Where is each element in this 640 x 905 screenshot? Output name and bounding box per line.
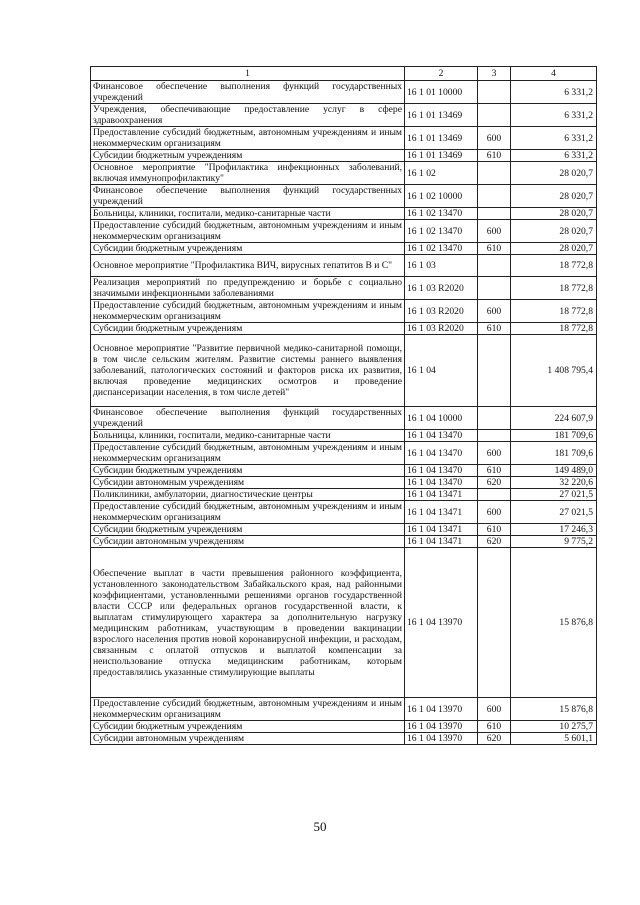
row-vr-cell [478,277,511,300]
row-vr-cell [478,104,511,127]
row-code-cell: 16 1 04 10000 [405,407,478,430]
row-name-cell: Финансовое обеспечение выполнения функций государственных учреждений [91,185,405,208]
page-number: 50 [313,819,327,834]
row-amount-cell: 181 709,6 [511,430,597,442]
row-name-cell: Субсидии бюджетным учреждениям [91,323,405,335]
row-name-cell: Обеспечение выплат в части превышения районного коэффициента, установленного законодательством Забайкальского края, над районными коэффициентами, установленными решениями органов государственной власти СССР или федеральных органов государственной власти, к выплатам стимулирующего характера за дополнительную нагрузку медицинским работникам, участвующим в проведении вакцинации взрослого населения против новой коронавирусной инфекции, и расходам, связанным с оплатой отпусков и выплатой компенсации за неиспользование отпуска медицинским работникам, которым предоставлялись указанные стимулирующие выплаты [91,548,405,698]
row-code-cell: 16 1 02 13470 [405,220,478,243]
row-vr-cell: 610 [478,323,511,335]
table-row [91,255,597,277]
table-row [91,489,597,501]
table-row [91,243,597,255]
row-amount-cell: 28 020,7 [511,162,597,185]
table-row [91,721,597,733]
table-row [91,81,597,104]
row-name-cell: Финансовое обеспечение выполнения функций государственных учреждений [91,407,405,430]
row-amount-cell: 15 876,8 [511,548,597,698]
table-row [91,104,597,127]
row-amount-cell: 6 331,2 [511,150,597,162]
budget-table [90,66,597,745]
row-amount-cell: 149 489,0 [511,465,597,477]
row-vr-cell: 600 [478,127,511,150]
row-code-cell: 16 1 04 13970 [405,698,478,721]
row-vr-cell [478,335,511,407]
table-row [91,277,597,300]
row-code-cell: 16 1 02 [405,162,478,185]
table-row [91,536,597,548]
row-code-cell: 16 1 04 13471 [405,524,478,536]
table-row [91,162,597,185]
table-row [91,501,597,524]
table-row [91,733,597,745]
row-amount-cell: 18 772,8 [511,323,597,335]
row-vr-cell [478,430,511,442]
row-code-cell: 16 1 01 13469 [405,127,478,150]
row-name-cell: Основное мероприятие "Профилактика ВИЧ, вирусных гепатитов В и С" [91,255,405,277]
row-amount-cell: 10 275,7 [511,721,597,733]
row-code-cell: 16 1 04 13470 [405,477,478,489]
row-code-cell: 16 1 02 13470 [405,208,478,220]
table-row [91,150,597,162]
row-amount-cell: 18 772,8 [511,300,597,323]
header-cell-vr: 3 [478,67,511,81]
row-code-cell: 16 1 01 13469 [405,104,478,127]
row-code-cell: 16 1 04 13471 [405,536,478,548]
row-amount-cell: 27 021,5 [511,489,597,501]
row-amount-cell: 18 772,8 [511,277,597,300]
table-row [91,185,597,208]
row-vr-cell: 620 [478,477,511,489]
row-code-cell: 16 1 04 13470 [405,465,478,477]
table-row [91,430,597,442]
header-cell-amount: 4 [511,67,597,81]
row-amount-cell: 6 331,2 [511,104,597,127]
row-vr-cell: 610 [478,150,511,162]
row-code-cell: 16 1 04 [405,335,478,407]
row-name-cell: Субсидии бюджетным учреждениям [91,524,405,536]
row-vr-cell: 620 [478,733,511,745]
row-name-cell: Субсидии автономным учреждениям [91,536,405,548]
row-code-cell: 16 1 02 13470 [405,243,478,255]
row-name-cell: Предоставление субсидий бюджетным, автономным учреждениям и иным некоммерческим организациям [91,698,405,721]
row-vr-cell: 600 [478,698,511,721]
row-vr-cell [478,162,511,185]
row-vr-cell: 610 [478,721,511,733]
row-code-cell: 16 1 01 13469 [405,150,478,162]
table-row [91,477,597,489]
table-row [91,335,597,407]
row-code-cell: 16 1 01 10000 [405,81,478,104]
table-header-row [91,67,597,81]
row-vr-cell [478,208,511,220]
row-name-cell: Больницы, клиники, госпитали, медико-санитарные части [91,430,405,442]
header-cell-name: 1 [91,67,405,81]
table-row [91,465,597,477]
row-vr-cell [478,185,511,208]
row-amount-cell: 28 020,7 [511,208,597,220]
row-code-cell: 16 1 04 13970 [405,721,478,733]
table-row [91,300,597,323]
table-row [91,548,597,698]
row-name-cell: Предоставление субсидий бюджетным, автономным учреждениям и иным некоммерческим организациям [91,127,405,150]
row-vr-cell [478,81,511,104]
row-amount-cell: 32 220,6 [511,477,597,489]
table-row [91,208,597,220]
row-code-cell: 16 1 04 13970 [405,548,478,698]
row-name-cell: Реализация мероприятий по предупреждению и борьбе с социально значимыми инфекционными заболеваниями [91,277,405,300]
row-name-cell: Субсидии автономным учреждениям [91,477,405,489]
row-vr-cell: 620 [478,536,511,548]
row-code-cell: 16 1 03 R2020 [405,277,478,300]
table-row [91,698,597,721]
row-code-cell: 16 1 03 R2020 [405,300,478,323]
row-code-cell: 16 1 04 13471 [405,489,478,501]
row-amount-cell: 181 709,6 [511,442,597,465]
row-name-cell: Субсидии бюджетным учреждениям [91,243,405,255]
row-name-cell: Предоставление субсидий бюджетным, автономным учреждениям и иным некоммерческим организациям [91,220,405,243]
table-row [91,524,597,536]
row-amount-cell: 6 331,2 [511,127,597,150]
row-code-cell: 16 1 04 13970 [405,733,478,745]
row-name-cell: Субсидии автономным учреждениям [91,733,405,745]
row-amount-cell: 18 772,8 [511,255,597,277]
row-code-cell: 16 1 04 13471 [405,501,478,524]
table-row [91,442,597,465]
row-code-cell: 16 1 03 R2020 [405,323,478,335]
row-vr-cell: 600 [478,300,511,323]
row-name-cell: Субсидии бюджетным учреждениям [91,465,405,477]
row-name-cell: Предоставление субсидий бюджетным, автономным учреждениям и иным некоммерческим организациям [91,501,405,524]
row-vr-cell [478,548,511,698]
row-amount-cell: 28 020,7 [511,185,597,208]
row-name-cell: Предоставление субсидий бюджетным, автономным учреждениям и иным некоммерческим организациям [91,442,405,465]
row-amount-cell: 1 408 795,4 [511,335,597,407]
row-name-cell: Субсидии бюджетным учреждениям [91,150,405,162]
row-name-cell: Больницы, клиники, госпитали, медико-санитарные части [91,208,405,220]
row-name-cell: Учреждения, обеспечивающие предоставление услуг в сфере здравоохранения [91,104,405,127]
row-amount-cell: 5 601,1 [511,733,597,745]
row-amount-cell: 27 021,5 [511,501,597,524]
table-row [91,407,597,430]
row-code-cell: 16 1 02 10000 [405,185,478,208]
row-vr-cell: 610 [478,524,511,536]
row-vr-cell [478,489,511,501]
budget-table-sheet [90,66,596,745]
row-vr-cell: 600 [478,442,511,465]
row-vr-cell: 610 [478,243,511,255]
table-row [91,323,597,335]
row-name-cell: Финансовое обеспечение выполнения функций государственных учреждений [91,81,405,104]
row-name-cell: Предоставление субсидий бюджетным, автономным учреждениям и иным некоммерческим организациям [91,300,405,323]
row-amount-cell: 17 246,3 [511,524,597,536]
row-amount-cell: 15 876,8 [511,698,597,721]
row-amount-cell: 28 020,7 [511,220,597,243]
row-name-cell: Основное мероприятие "Профилактика инфекционных заболеваний, включая иммунопрофилактику" [91,162,405,185]
row-vr-cell: 600 [478,501,511,524]
row-code-cell: 16 1 03 [405,255,478,277]
row-vr-cell [478,407,511,430]
row-code-cell: 16 1 04 13470 [405,442,478,465]
row-code-cell: 16 1 04 13470 [405,430,478,442]
row-amount-cell: 28 020,7 [511,243,597,255]
row-vr-cell [478,255,511,277]
row-name-cell: Субсидии бюджетным учреждениям [91,721,405,733]
row-amount-cell: 6 331,2 [511,81,597,104]
table-row [91,127,597,150]
row-amount-cell: 224 607,9 [511,407,597,430]
row-vr-cell: 600 [478,220,511,243]
row-amount-cell: 9 775,2 [511,536,597,548]
table-row [91,220,597,243]
row-vr-cell: 610 [478,465,511,477]
row-name-cell: Поликлиники, амбулатории, диагностические центры [91,489,405,501]
header-cell-code: 2 [405,67,478,81]
row-name-cell: Основное мероприятие "Развитие первичной медико-санитарной помощи, в том числе сельским жителям. Развитие системы раннего выявления заболеваний, патологических состояний и факторов риска их развития, включая проведение медицинских осмотров и проведение диспансеризации населения, в том числе детей" [91,335,405,407]
